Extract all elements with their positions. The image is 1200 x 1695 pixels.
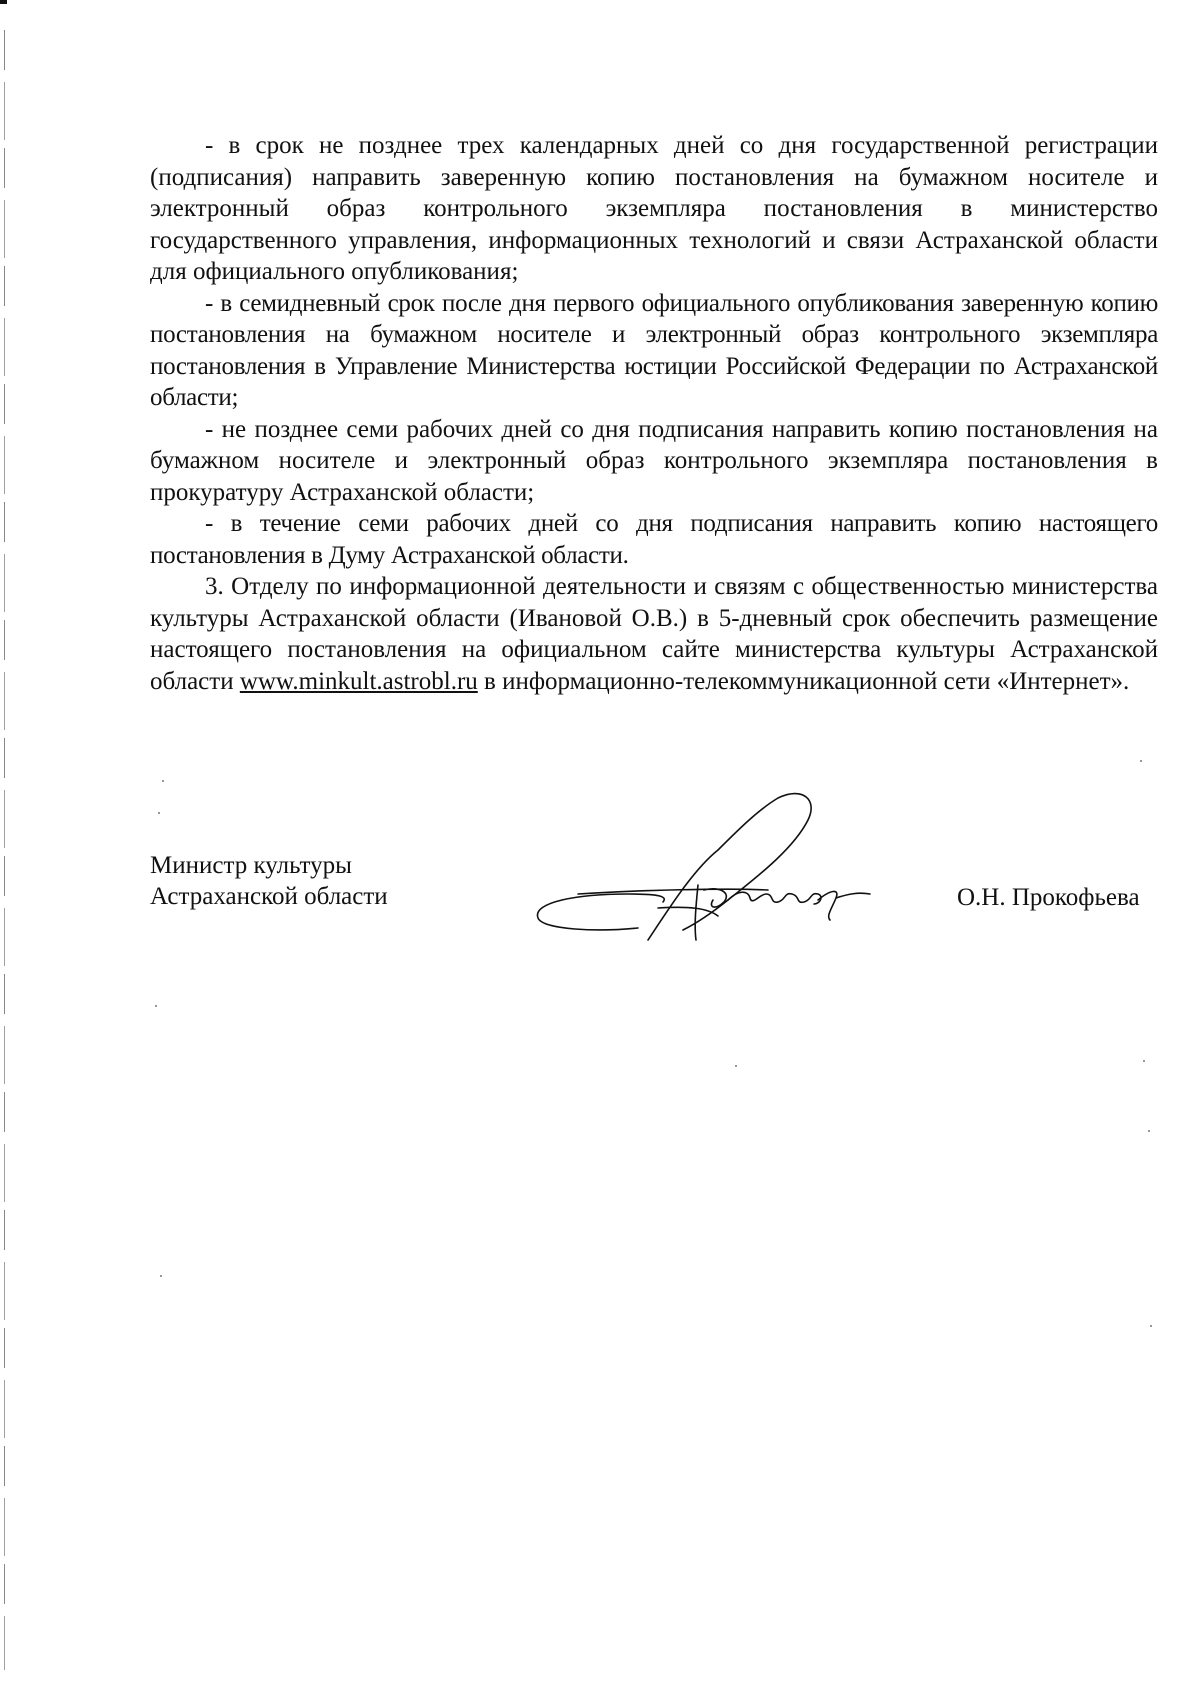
paragraph-duma: - в течение семи рабочих дней со дня подписания направить копию настоящего постановления в Думу Астраханской области. <box>150 510 1158 569</box>
scan-speck <box>160 1275 162 1277</box>
scan-speck <box>1143 1060 1145 1062</box>
scan-speck <box>1150 1325 1152 1327</box>
scan-speck <box>1148 1130 1150 1132</box>
item3-text-end: в информационно-телекоммуникационной сети «Интернет». <box>477 667 1130 695</box>
item3-text: 3. Отделу по информационной деятельности и связям с общественностью министерства культуры Астраханской области (Ивановой О.В.) в 5-дневный срок обеспечить размещение настоящего постановления на официальном сайте министерства культуры Астраханской области <box>150 573 1158 695</box>
scan-speck <box>735 1065 737 1067</box>
paragraph-publication: - в срок не позднее трех календарных дней со дня государственной регистрации (подписания) направить заверенную копию постановления на бумажном носителе и электронный образ контрольного экземпляра постановления в министерство государственного управления, информационных технологий и связи Астраханской области для официального опубликования; <box>150 132 1158 285</box>
paragraph-ministry-justice: - в семидневный срок после дня первого официального опубликования заверенную копию постановления на бумажном носителе и электронный образ контрольного экземпляра постановления в Управление Министерства юстиции Российской Федерации по Астраханской области; <box>150 289 1158 411</box>
scan-artifact <box>0 0 7 4</box>
scan-edge-line <box>4 30 5 1670</box>
scan-speck <box>162 780 164 782</box>
paragraph-prosecutor: - не позднее семи рабочих дней со дня подписания направить копию постановления на бумажном носителе и электронный образ контрольного экземпляра постановления в прокуратуру Астраханской области; <box>150 415 1158 506</box>
scan-speck <box>158 812 160 814</box>
signatory-title <box>150 850 388 912</box>
scan-speck <box>1140 760 1142 762</box>
paragraph-item-3 <box>150 571 1158 697</box>
scan-speck <box>155 1005 157 1007</box>
signatory-name: О.Н. Прокофьева <box>957 884 1140 911</box>
document-body <box>150 130 1158 697</box>
handwritten-signature <box>518 790 898 960</box>
signatory-title-line1: Министр культуры <box>150 852 352 879</box>
signatory-title-line2: Астраханской области <box>150 883 388 910</box>
website-link[interactable]: www.minkult.astrobl.ru <box>239 667 478 695</box>
